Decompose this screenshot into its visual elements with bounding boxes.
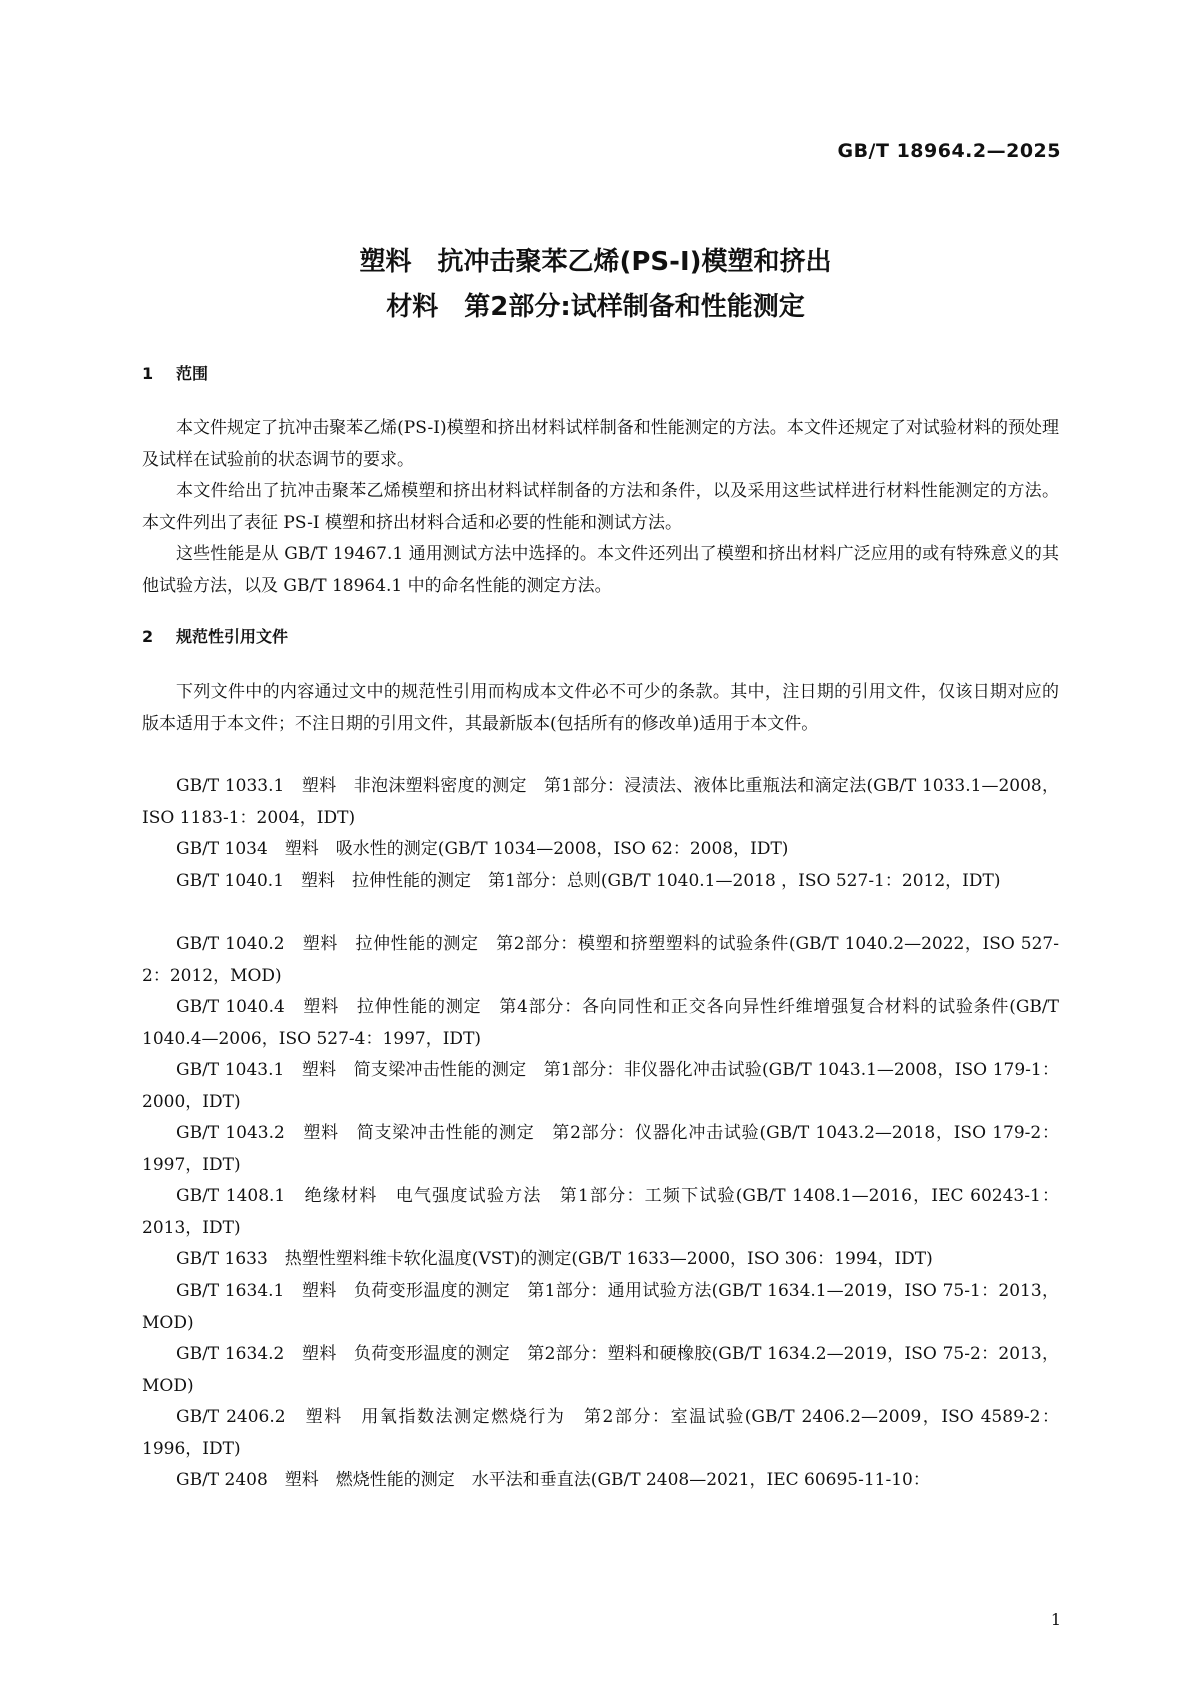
section-1-paragraph-3: 这些性能是从 GB/T 19467.1 通用测试方法中选择的。本文件还列出了模塑和挤出材料广泛应用的或有特殊意义的其他试验方法，以及 GB/T 18964.1 中的命名性能的测定方法。 [142,544,1059,596]
section-1-paragraph-2: 本文件给出了抗冲击聚苯乙烯模塑和挤出材料试样制备的方法和条件，以及采用这些试样进行材料性能测定的方法。本文件列出了表征 PS-I 模塑和挤出材料合适和必要的性能和测试方法。 [142,481,1059,533]
reference-item: GB/T 1040.4 塑料 拉伸性能的测定 第4部分：各向同性和正交各向异性纤维增强复合材料的试验条件(GB/T 1040.4—2006，ISO 527-4：1997，IDT) [142,997,1059,1049]
reference-item: GB/T 1043.2 塑料 简支梁冲击性能的测定 第2部分：仪器化冲击试验(GB/T 1043.2—2018，ISO 179-2：1997，IDT) [142,1123,1059,1175]
page-number: 1 [1050,1610,1061,1629]
section-1-heading [142,361,208,384]
title-line-1: 塑料 抗冲击聚苯乙烯(PS-I)模塑和挤出 [359,247,832,277]
reference-item: GB/T 1043.1 塑料 简支梁冲击性能的测定 第1部分：非仪器化冲击试验(GB/T 1043.1—2008，ISO 179-1：2000，IDT) [142,1060,1059,1112]
section-1-number: 1 [142,364,154,383]
section-1-title: 范围 [176,364,209,383]
section-2-number: 2 [142,627,154,646]
reference-item: GB/T 2406.2 塑料 用氧指数法测定燃烧行为 第2部分：室温试验(GB/T 2406.2—2009，ISO 4589-2：1996，IDT) [142,1407,1059,1459]
reference-item: GB/T 1034 塑料 吸水性的测定(GB/T 1034—2008，ISO 62：2008，IDT) [176,839,789,859]
section-2-intro: 下列文件中的内容通过文中的规范性引用而构成本文件必不可少的条款。其中，注日期的引用文件，仅该日期对应的版本适用于本文件；不注日期的引用文件，其最新版本(包括所有的修改单)适用于本文件。 [142,682,1059,734]
reference-item: GB/T 1408.1 绝缘材料 电气强度试验方法 第1部分：工频下试验(GB/T 1408.1—2016，IEC 60243-1：2013，IDT) [142,1186,1059,1238]
document-title [0,240,1191,330]
reference-item: GB/T 1634.1 塑料 负荷变形温度的测定 第1部分：通用试验方法(GB/T 1634.1—2019，ISO 75-1：2013，MOD) [142,1281,1059,1333]
title-line-2: 材料 第2部分:试样制备和性能测定 [386,292,805,322]
reference-item: GB/T 1634.2 塑料 负荷变形温度的测定 第2部分：塑料和硬橡胶(GB/T 1634.2—2019，ISO 75-2：2013，MOD) [142,1344,1059,1396]
section-2-heading [142,624,288,647]
reference-item: GB/T 1040.1 塑料 拉伸性能的测定 第1部分：总则(GB/T 1040.1—2018 ，ISO 527-1：2012，IDT) [176,871,1001,891]
section-1-paragraph-1: 本文件规定了抗冲击聚苯乙烯(PS-I)模塑和挤出材料试样制备和性能测定的方法。本文件还规定了对试验材料的预处理及试样在试验前的状态调节的要求。 [142,418,1059,470]
section-2-title: 规范性引用文件 [176,627,289,646]
reference-item: GB/T 1633 热塑性塑料维卡软化温度(VST)的测定(GB/T 1633—2000，ISO 306：1994，IDT) [176,1249,933,1269]
standard-number: GB/T 18964.2—2025 [837,140,1061,162]
reference-item: GB/T 1033.1 塑料 非泡沫塑料密度的测定 第1部分：浸渍法、液体比重瓶法和滴定法(GB/T 1033.1—2008，ISO 1183-1：2004，IDT) [142,776,1059,828]
reference-item: GB/T 1040.2 塑料 拉伸性能的测定 第2部分：模塑和挤塑塑料的试验条件(GB/T 1040.2—2022，ISO 527-2：2012，MOD) [142,934,1059,986]
reference-item: GB/T 2408 塑料 燃烧性能的测定 水平法和垂直法(GB/T 2408—2021，IEC 60695-11-10： [176,1470,930,1490]
